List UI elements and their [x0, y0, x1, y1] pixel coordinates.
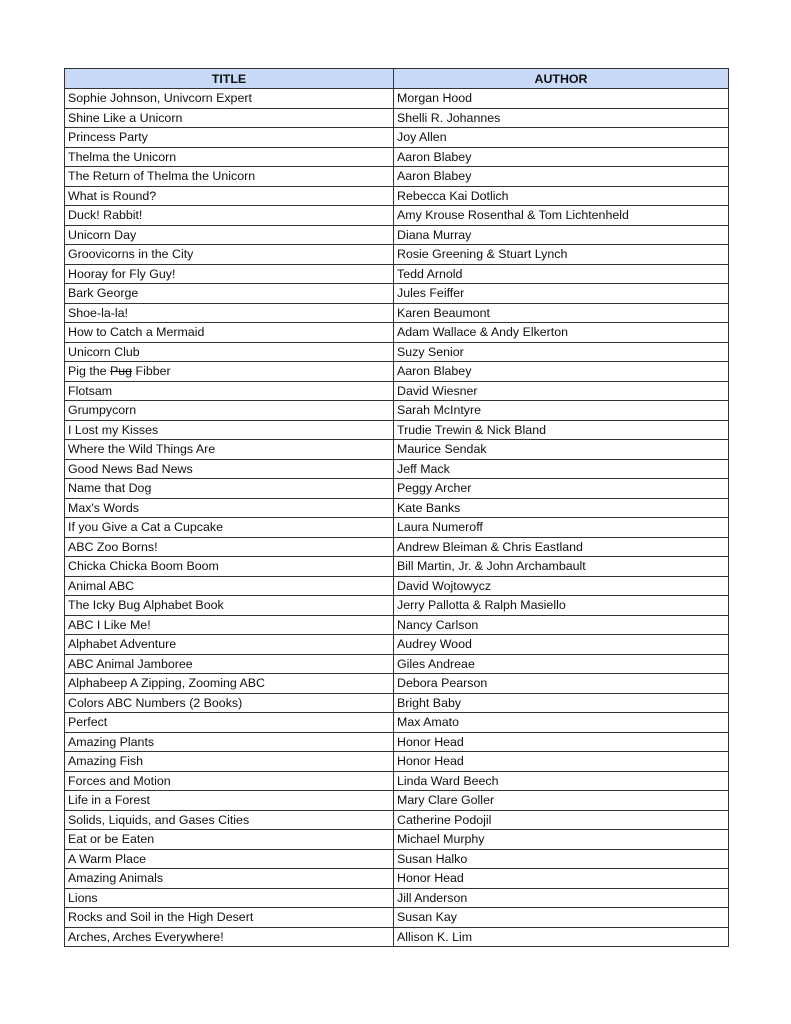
title-cell: What is Round? — [65, 186, 394, 206]
title-cell: Rocks and Soil in the High Desert — [65, 908, 394, 928]
title-cell: How to Catch a Mermaid — [65, 323, 394, 343]
table-row — [65, 284, 729, 304]
title-cell: The Icky Bug Alphabet Book — [65, 596, 394, 616]
table-row — [65, 869, 729, 889]
table-row — [65, 752, 729, 772]
table-row — [65, 147, 729, 167]
table-row — [65, 557, 729, 577]
title-cell: Alphabet Adventure — [65, 635, 394, 655]
title-cell: Perfect — [65, 713, 394, 733]
author-cell: Bright Baby — [394, 693, 729, 713]
author-cell: Bill Martin, Jr. & John Archambault — [394, 557, 729, 577]
author-cell: David Wiesner — [394, 381, 729, 401]
title-cell: Amazing Fish — [65, 752, 394, 772]
author-cell: Audrey Wood — [394, 635, 729, 655]
title-cell: ABC I Like Me! — [65, 615, 394, 635]
author-cell: Laura Numeroff — [394, 518, 729, 538]
table-row — [65, 264, 729, 284]
author-cell: Debora Pearson — [394, 674, 729, 694]
title-cell: Chicka Chicka Boom Boom — [65, 557, 394, 577]
title-cell: Groovicorns in the City — [65, 245, 394, 265]
author-cell: Nancy Carlson — [394, 615, 729, 635]
author-cell: Jerry Pallotta & Ralph Masiello — [394, 596, 729, 616]
author-cell: Giles Andreae — [394, 654, 729, 674]
author-cell: Joy Allen — [394, 128, 729, 148]
title-cell: Sophie Johnson, Univcorn Expert — [65, 89, 394, 109]
title-cell: Grumpycorn — [65, 401, 394, 421]
book-list-table — [64, 68, 729, 947]
table-row — [65, 128, 729, 148]
author-cell: Aaron Blabey — [394, 147, 729, 167]
table-row — [65, 479, 729, 499]
title-cell: Name that Dog — [65, 479, 394, 499]
author-cell: Amy Krouse Rosenthal & Tom Lichtenheld — [394, 206, 729, 226]
table-row — [65, 713, 729, 733]
author-cell: Kate Banks — [394, 498, 729, 518]
author-cell: Susan Halko — [394, 849, 729, 869]
author-cell: Shelli R. Johannes — [394, 108, 729, 128]
table-row — [65, 381, 729, 401]
table-row — [65, 576, 729, 596]
author-cell: Sarah McIntyre — [394, 401, 729, 421]
author-cell: Morgan Hood — [394, 89, 729, 109]
author-cell: Adam Wallace & Andy Elkerton — [394, 323, 729, 343]
title-cell: Duck! Rabbit! — [65, 206, 394, 226]
table-row — [65, 596, 729, 616]
title-cell: Thelma the Unicorn — [65, 147, 394, 167]
title-cell: Eat or be Eaten — [65, 830, 394, 850]
title-cell: The Return of Thelma the Unicorn — [65, 167, 394, 187]
author-cell: David Wojtowycz — [394, 576, 729, 596]
column-header-author: AUTHOR — [394, 69, 729, 89]
author-cell: Catherine Podojil — [394, 810, 729, 830]
author-cell: Diana Murray — [394, 225, 729, 245]
author-cell: Honor Head — [394, 732, 729, 752]
table-row — [65, 908, 729, 928]
title-cell: Where the Wild Things Are — [65, 440, 394, 460]
title-cell: Hooray for Fly Guy! — [65, 264, 394, 284]
table-row — [65, 791, 729, 811]
table-row — [65, 440, 729, 460]
author-cell: Tedd Arnold — [394, 264, 729, 284]
table-row — [65, 245, 729, 265]
table-row — [65, 615, 729, 635]
title-cell: ABC Zoo Borns! — [65, 537, 394, 557]
author-cell: Trudie Trewin & Nick Bland — [394, 420, 729, 440]
title-cell: Shoe-la-la! — [65, 303, 394, 323]
table-row — [65, 420, 729, 440]
title-text: Pig the — [68, 364, 111, 379]
author-cell: Jill Anderson — [394, 888, 729, 908]
table-row — [65, 498, 729, 518]
table-row — [65, 888, 729, 908]
table-row — [65, 186, 729, 206]
table-row — [65, 849, 729, 869]
column-header-title: TITLE — [65, 69, 394, 89]
title-cell: Max's Words — [65, 498, 394, 518]
title-cell: Alphabeep A Zipping, Zooming ABC — [65, 674, 394, 694]
table-row — [65, 167, 729, 187]
author-cell: Michael Murphy — [394, 830, 729, 850]
author-cell: Rebecca Kai Dotlich — [394, 186, 729, 206]
table-row — [65, 89, 729, 109]
author-cell: Aaron Blabey — [394, 362, 729, 382]
table-row — [65, 401, 729, 421]
table-row — [65, 654, 729, 674]
table-row — [65, 771, 729, 791]
title-cell: Solids, Liquids, and Gases Cities — [65, 810, 394, 830]
author-cell: Jeff Mack — [394, 459, 729, 479]
title-cell: Unicorn Day — [65, 225, 394, 245]
author-cell: Susan Kay — [394, 908, 729, 928]
author-cell: Andrew Bleiman & Chris Eastland — [394, 537, 729, 557]
author-cell: Honor Head — [394, 752, 729, 772]
title-cell: Arches, Arches Everywhere! — [65, 927, 394, 947]
table-row — [65, 732, 729, 752]
table-row — [65, 693, 729, 713]
title-cell: ABC Animal Jamboree — [65, 654, 394, 674]
title-cell: Shine Like a Unicorn — [65, 108, 394, 128]
title-cell: Princess Party — [65, 128, 394, 148]
table-row — [65, 635, 729, 655]
table-row — [65, 303, 729, 323]
table-row — [65, 674, 729, 694]
author-cell: Karen Beaumont — [394, 303, 729, 323]
author-cell: Mary Clare Goller — [394, 791, 729, 811]
title-cell: Forces and Motion — [65, 771, 394, 791]
table-row — [65, 323, 729, 343]
table-row — [65, 927, 729, 947]
title-cell: Amazing Animals — [65, 869, 394, 889]
title-cell: Lions — [65, 888, 394, 908]
title-cell: If you Give a Cat a Cupcake — [65, 518, 394, 538]
author-cell: Peggy Archer — [394, 479, 729, 499]
author-cell: Maurice Sendak — [394, 440, 729, 460]
table-row — [65, 459, 729, 479]
table-row — [65, 362, 729, 382]
header-row — [65, 69, 729, 89]
table-row — [65, 225, 729, 245]
table-row — [65, 206, 729, 226]
author-cell: Rosie Greening & Stuart Lynch — [394, 245, 729, 265]
table-row — [65, 518, 729, 538]
author-cell: Allison K. Lim — [394, 927, 729, 947]
title-cell: Colors ABC Numbers (2 Books) — [65, 693, 394, 713]
table-row — [65, 810, 729, 830]
author-cell: Linda Ward Beech — [394, 771, 729, 791]
title-cell: Amazing Plants — [65, 732, 394, 752]
title-cell: Animal ABC — [65, 576, 394, 596]
author-cell: Jules Feiffer — [394, 284, 729, 304]
title-cell: A Warm Place — [65, 849, 394, 869]
table-body — [65, 89, 729, 947]
title-cell: Bark George — [65, 284, 394, 304]
author-cell: Aaron Blabey — [394, 167, 729, 187]
title-text: Fibber — [132, 364, 171, 379]
author-cell: Honor Head — [394, 869, 729, 889]
table-row — [65, 342, 729, 362]
title-cell — [65, 362, 394, 382]
table-row — [65, 830, 729, 850]
table-row — [65, 537, 729, 557]
struck-title-word: Pug — [110, 364, 133, 379]
title-cell: I Lost my Kisses — [65, 420, 394, 440]
table-row — [65, 108, 729, 128]
title-cell: Unicorn Club — [65, 342, 394, 362]
title-cell: Life in a Forest — [65, 791, 394, 811]
title-cell: Flotsam — [65, 381, 394, 401]
author-cell: Suzy Senior — [394, 342, 729, 362]
title-cell: Good News Bad News — [65, 459, 394, 479]
author-cell: Max Amato — [394, 713, 729, 733]
